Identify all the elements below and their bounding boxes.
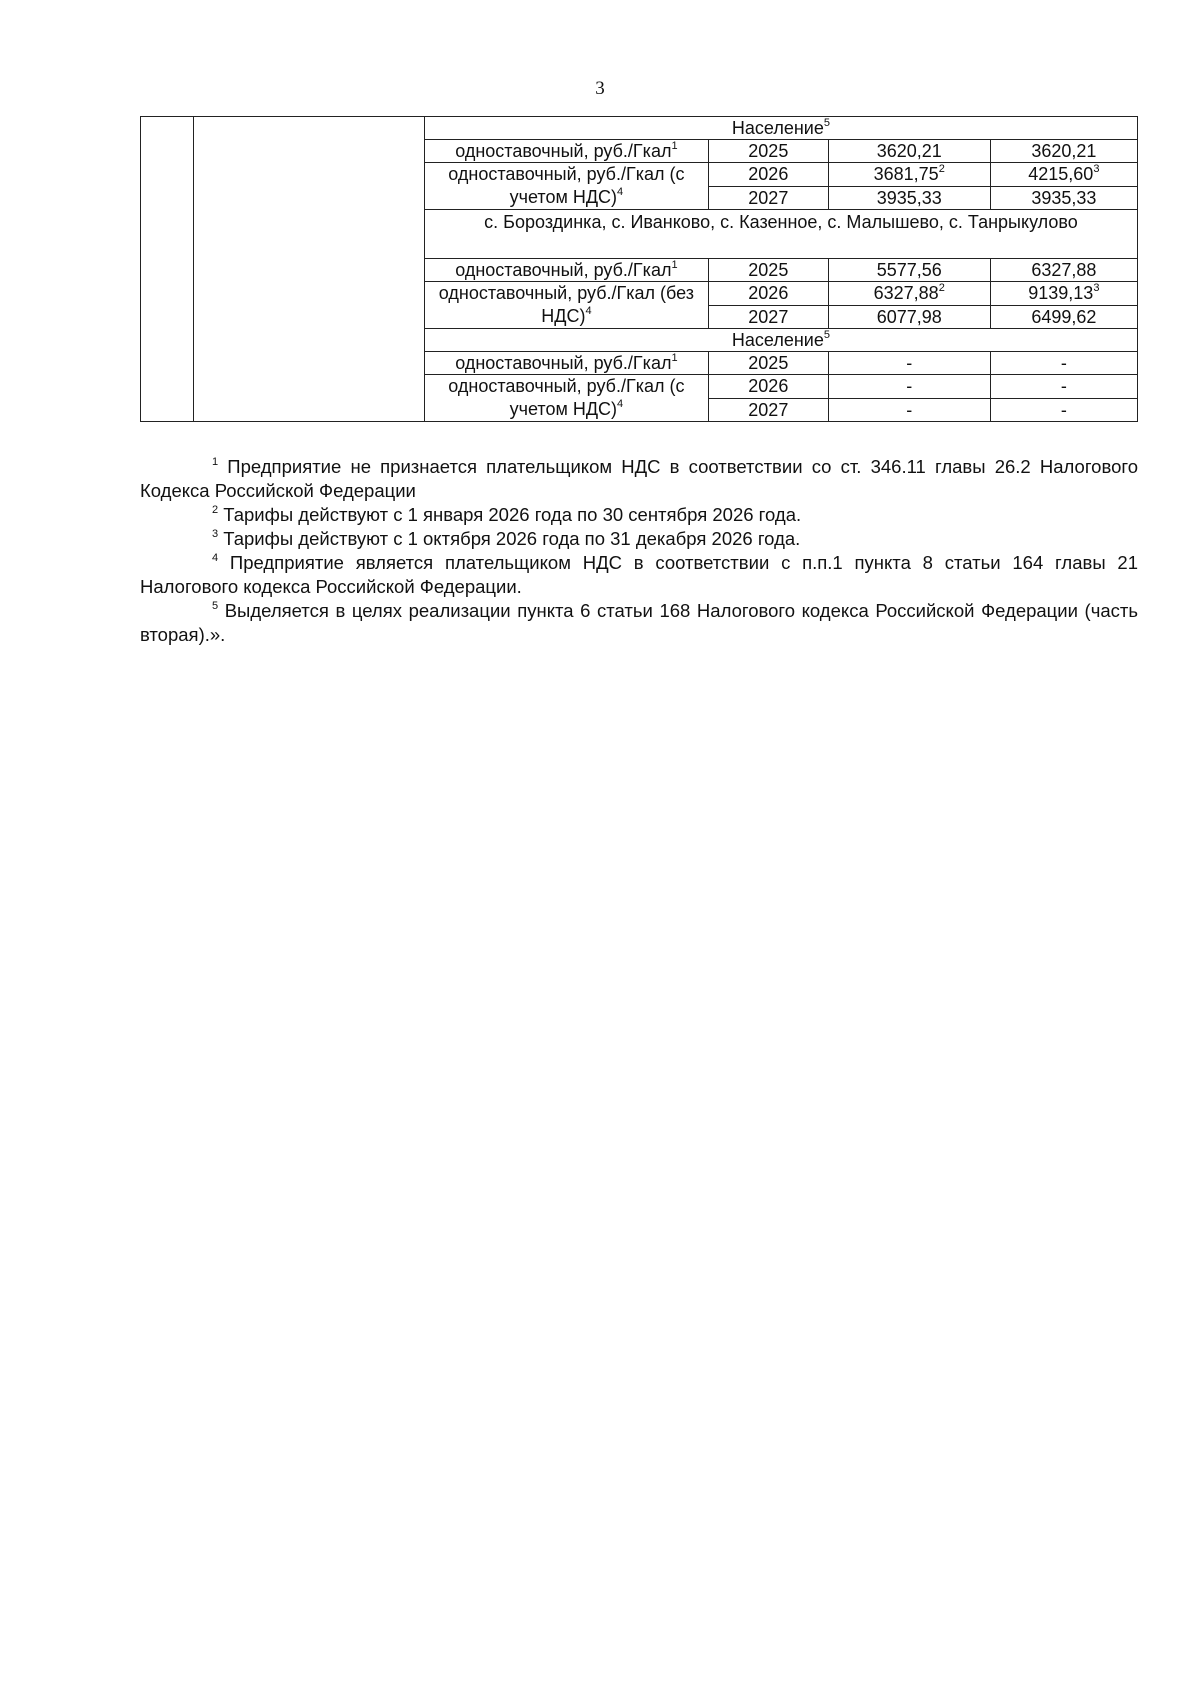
tariff-label: одноставочный, руб./Гкал$^1$ bbox=[424, 259, 708, 282]
value-cell: - bbox=[828, 398, 990, 422]
table-row bbox=[141, 117, 1138, 140]
footnote-5: $^5$ Выделяется в целях реализации пункта 6 статьи 168 Налогового кодекса Российской Федерации (часть вторая).». bbox=[140, 599, 1138, 645]
year-cell: 2026 bbox=[708, 375, 828, 399]
footnote-2: $^2$ Тарифы действуют с 1 января 2026 года по 30 сентября 2026 года. bbox=[212, 503, 802, 525]
value-cell: - bbox=[828, 352, 990, 375]
value-cell: 6077,98 bbox=[828, 305, 990, 329]
tariff-label: одноставочный, руб./Гкал (с учетом НДС)$^4$ bbox=[424, 163, 708, 210]
value-cell: - bbox=[828, 375, 990, 399]
empty-cell-name bbox=[193, 117, 424, 422]
year-cell: 2025 bbox=[708, 259, 828, 282]
tariff-table bbox=[140, 116, 1138, 422]
value-cell: 6327,88$^2$ bbox=[828, 282, 990, 306]
year-cell: 2025 bbox=[708, 352, 828, 375]
locality-header: с. Бороздинка, с. Иванково, с. Казенное, с. Малышево, с. Танрыкулово bbox=[424, 210, 1137, 259]
tariff-label: одноставочный, руб./Гкал (без НДС)$^4$ bbox=[424, 282, 708, 329]
year-cell: 2025 bbox=[708, 140, 828, 163]
value-cell: - bbox=[990, 375, 1137, 399]
value-cell: 6327,88 bbox=[990, 259, 1137, 282]
value-cell: 5577,56 bbox=[828, 259, 990, 282]
value-cell: 3935,33 bbox=[828, 186, 990, 210]
value-cell: 3620,21 bbox=[990, 140, 1137, 163]
value-cell: 3935,33 bbox=[990, 186, 1137, 210]
value-cell: 6499,62 bbox=[990, 305, 1137, 329]
value-cell: 4215,60$^3$ bbox=[990, 163, 1137, 187]
value-cell: 3620,21 bbox=[828, 140, 990, 163]
year-cell: 2026 bbox=[708, 163, 828, 187]
year-cell: 2027 bbox=[708, 186, 828, 210]
value-cell: 3681,75$^2$ bbox=[828, 163, 990, 187]
value-cell: 9139,13$^3$ bbox=[990, 282, 1137, 306]
footnote-4: $^4$ Предприятие является плательщиком НДС в соответствии с п.п.1 пункта 8 статьи 164 главы 21 Налогового кодекса Российской Федерации. bbox=[140, 551, 1138, 597]
year-cell: 2026 bbox=[708, 282, 828, 306]
group-header: Население$^5$ bbox=[424, 329, 1137, 352]
year-cell: 2027 bbox=[708, 305, 828, 329]
tariff-label: одноставочный, руб./Гкал$^1$ bbox=[424, 352, 708, 375]
footnote-1: $^1$ Предприятие не признается плательщиком НДС в соответствии со ст. 346.11 главы 26.2 Налогового Кодекса Российской Федерации bbox=[140, 455, 1138, 501]
value-cell: - bbox=[990, 352, 1137, 375]
footnote-3: $^3$ Тарифы действуют с 1 октября 2026 года по 31 декабря 2026 года. bbox=[212, 527, 801, 549]
empty-cell-number bbox=[141, 117, 194, 422]
year-cell: 2027 bbox=[708, 398, 828, 422]
footnotes bbox=[140, 455, 1138, 647]
tariff-label: одноставочный, руб./Гкал (с учетом НДС)$^4$ bbox=[424, 375, 708, 422]
page-number: 3 bbox=[595, 78, 605, 99]
value-cell: - bbox=[990, 398, 1137, 422]
group-header: Население$^5$ bbox=[424, 117, 1137, 140]
tariff-label: одноставочный, руб./Гкал$^1$ bbox=[424, 140, 708, 163]
